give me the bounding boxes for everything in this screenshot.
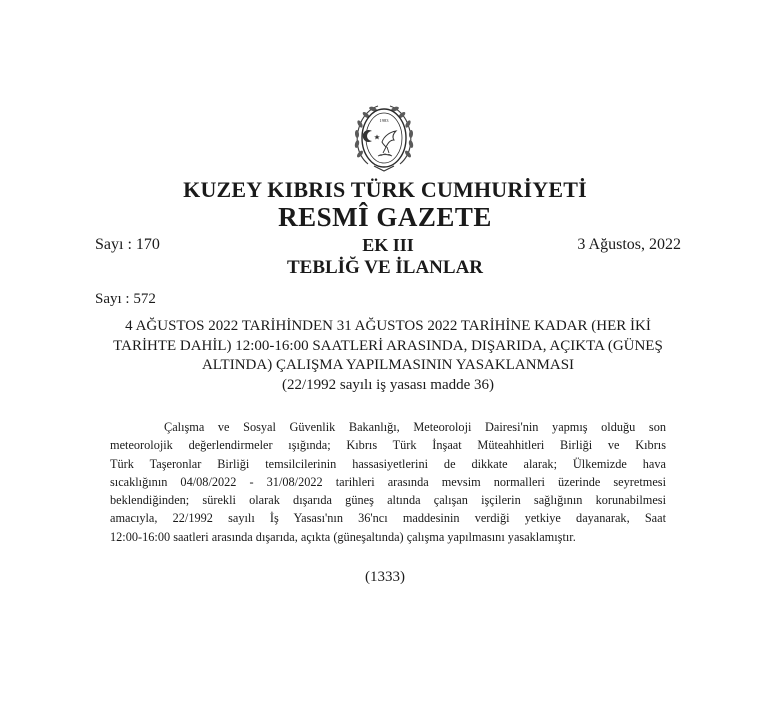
- body-line: amacıyla, 22/1992 sayılı İş Yasası'nın 36'ncı maddesinin verdiği yetkiye dayanarak, Saat: [110, 511, 666, 526]
- supplement-label: EK III: [362, 235, 414, 255]
- issue-row: [95, 236, 681, 258]
- body-line: 12:00-16:00 saatleri arasında dışarıda, açıkta (güneşaltında) çalışma yapılmasını yasaklamıştır.: [110, 529, 576, 544]
- section-title: TEBLİĞ VE İLANLAR: [286, 257, 484, 278]
- notice-number: Sayı : 572: [95, 291, 156, 307]
- body-line: Çalışma ve Sosyal Güvenlik Bakanlığı, Meteoroloji Dairesi'nin yapmış olduğu son: [164, 420, 666, 434]
- page-number: (1333): [365, 569, 405, 585]
- notice-heading: [95, 317, 681, 395]
- body-line: meteorolojik değerlendirmeler ışığında; Kıbrıs Türk İnşaat Müteahhitleri Birliği ve Kıbrıs: [110, 438, 666, 453]
- notice-heading-line: 4 AĞUSTOS 2022 TARİHİNDEN 31 AĞUSTOS 2022 TARİHİNE KADAR (HER İKİ: [125, 318, 651, 334]
- notice-heading-line: (22/1992 sayılı iş yasası madde 36): [281, 376, 495, 393]
- emblem-year: 1983: [379, 118, 389, 123]
- notice-heading-line: TARİHTE DAHİL) 12:00-16:00 SAATLERİ ARASINDA, DIŞARIDA, AÇIKTA (GÜNEŞ: [113, 337, 663, 354]
- gazette-title: RESMÎ GAZETE: [278, 202, 492, 232]
- body-line: sıcaklığının 04/08/2022 - 31/08/2022 tarihleri arasında mevsim normalleri üzerinde seyretmesi: [110, 474, 666, 489]
- issue-date: 3 Ağustos, 2022: [577, 236, 681, 253]
- state-emblem-icon: [348, 98, 420, 178]
- state-name: KUZEY KIBRIS TÜRK CUMHURİYETİ: [183, 177, 587, 202]
- notice-body: [110, 418, 666, 546]
- issue-number: Sayı : 170: [95, 236, 160, 253]
- body-line: Türk Taşeronlar Birliği temsilcilerinin hassasiyetlerini de dikkate alarak; Ülkemizde hava: [110, 456, 666, 471]
- notice-heading-line: ALTINDA) ÇALIŞMA YAPILMASININ YASAKLANMASI: [201, 357, 575, 373]
- body-line: beklendiğinden; sürekli olarak dışarıda güneş altında çalışan işçilerin sağlığının korunabilmesi: [110, 493, 666, 508]
